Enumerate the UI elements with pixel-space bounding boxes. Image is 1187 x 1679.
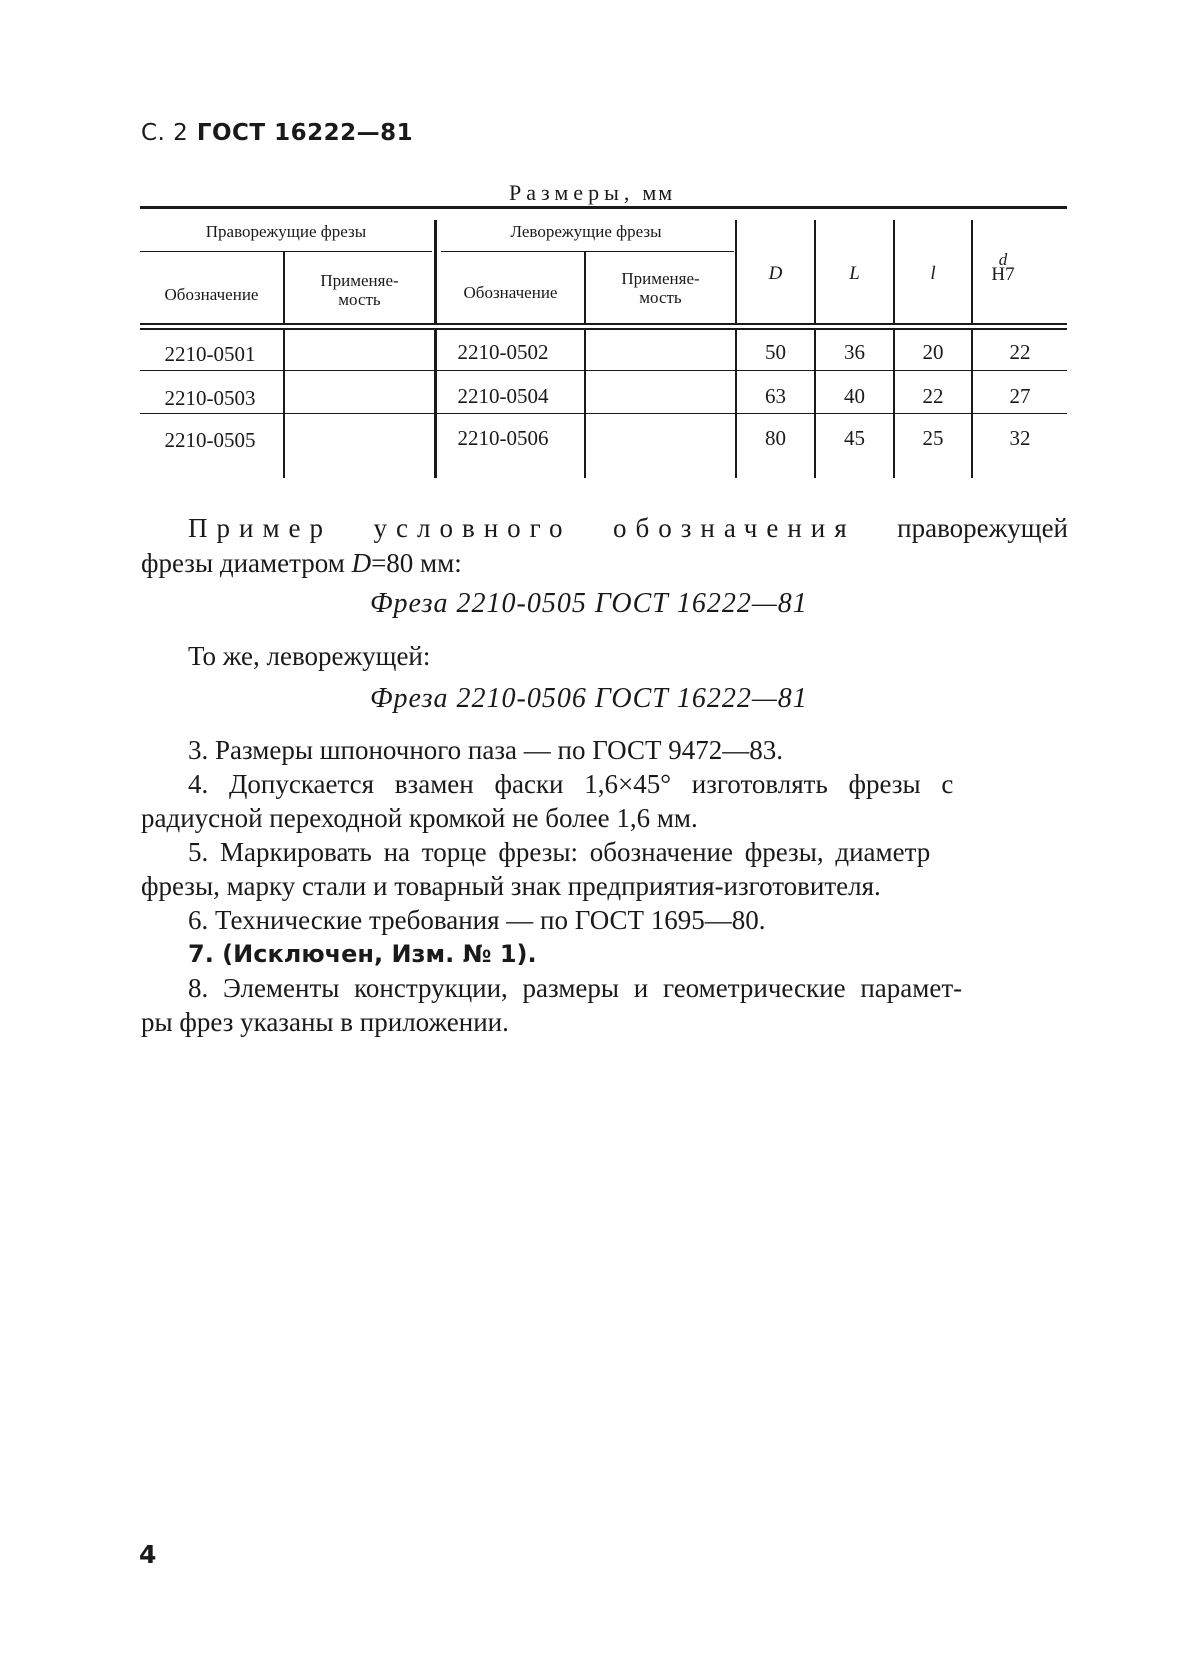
item-8-line-2: ры фрез указаны в приложении. (141, 1007, 509, 1037)
table-row-3-l: 25 (922, 426, 944, 450)
header-bottom-rule-2 (140, 328, 1067, 330)
group-header-left-cutting: Леворежущие фрезы (510, 222, 662, 241)
col-header-d: d (998, 250, 1008, 269)
table-row-1-L: 36 (844, 340, 865, 364)
row-rule-1 (140, 370, 1067, 371)
item-4-line-1-content: 4. Допускается взамен фаски 1,6×45° изготовлять фрезы с (188, 769, 954, 799)
applicability-line-1: Применяе- (621, 269, 700, 288)
item-3: 3. Размеры шпоночного паза — по ГОСТ 9472—83. (188, 735, 783, 765)
col-rule-3b (584, 330, 586, 478)
table-row-3-L: 45 (844, 426, 865, 450)
table-top-rule (140, 206, 1067, 209)
group-header-rule-left (441, 251, 734, 252)
example-word-2: условного (373, 513, 572, 543)
item-5-line-2: фрезы, марку стали и товарный знак предприятия-изготовителя. (141, 871, 881, 901)
table-row-3-D: 80 (765, 426, 786, 450)
item-4-line-1 (188, 766, 1068, 803)
example-line-2 (141, 545, 462, 582)
example-line-2-suffix: =80 мм: (371, 548, 462, 578)
table-row-2-d: 27 (1009, 384, 1031, 408)
table-row-3-d: 32 (1009, 426, 1031, 450)
table-row-2-l: 22 (922, 384, 944, 408)
item-7: 7. (Исключен, Изм. № 1). (188, 940, 537, 968)
table-row-2-left: 2210-0504 (457, 384, 549, 408)
table-row-1-d: 22 (1009, 340, 1031, 364)
page-number: 4 (139, 1540, 157, 1569)
applicability-line-2: мость (639, 288, 682, 307)
col-header-designation-left: Обозначение (463, 283, 558, 302)
header-bottom-rule-1 (140, 323, 1067, 325)
col-header-applicability-left (586, 269, 735, 307)
group-header-rule-right (140, 251, 432, 252)
example-line-2-prefix: фрезы диаметром (141, 548, 345, 578)
table-row-3-right: 2210-0505 (164, 428, 256, 452)
example-line-2-var: D (351, 548, 372, 578)
table-row-1-left: 2210-0502 (457, 340, 549, 364)
example-formula-left: Фреза 2210-0506 ГОСТ 16222—81 (370, 683, 808, 714)
example-word-1: Пример (188, 513, 333, 543)
group-header-right-cutting: Праворежущие фрезы (205, 222, 367, 241)
col-rule-1b (283, 330, 285, 478)
table-caption (509, 180, 674, 206)
same-left-cutting: То же, леворежущей: (188, 641, 431, 671)
page-header (141, 120, 413, 146)
col-header-l: l (930, 263, 936, 284)
item-5-line-1: 5. Маркировать на торце фрезы: обозначение фрезы, диаметр (188, 837, 931, 867)
item-8-line-1: 8. Элементы конструкции, размеры и геометрические парамет- (188, 973, 963, 1003)
applicability-line-2: мость (338, 290, 381, 309)
col-header-D: D (768, 263, 783, 284)
table-row-1-l: 20 (922, 340, 944, 364)
table-row-2-L: 40 (844, 384, 865, 408)
item-6: 6. Технические требования — по ГОСТ 1695—80. (188, 905, 766, 935)
row-rule-2 (140, 413, 1067, 414)
table-row-2-right: 2210-0503 (164, 386, 256, 410)
example-word-3: обозначения (613, 513, 856, 543)
applicability-line-1: Применяе- (320, 271, 399, 290)
standard-title: ГОСТ 16222—81 (196, 120, 414, 146)
example-line-1 (188, 510, 1068, 547)
col-header-d-tolerance: H7 (991, 264, 1015, 285)
caption-unit: мм (642, 180, 675, 205)
example-formula-right: Фреза 2210-0505 ГОСТ 16222—81 (370, 588, 808, 619)
col-header-L: L (849, 263, 860, 284)
page-prefix: С. 2 (141, 120, 189, 146)
table-row-1-right: 2210-0501 (164, 342, 256, 366)
table-row-3-left: 2210-0506 (457, 426, 549, 450)
caption-label: Размеры, (509, 180, 635, 205)
table-row-1-D: 50 (765, 340, 786, 364)
item-4-line-1-text (188, 766, 1068, 803)
col-header-applicability-right (285, 271, 434, 309)
table-row-2-D: 63 (765, 384, 786, 408)
example-word-4: праворежущей (897, 513, 1068, 543)
col-header-designation-right: Обозначение (164, 285, 259, 304)
item-4-line-2: радиусной переходной кромкой не более 1,6 мм. (141, 803, 698, 833)
